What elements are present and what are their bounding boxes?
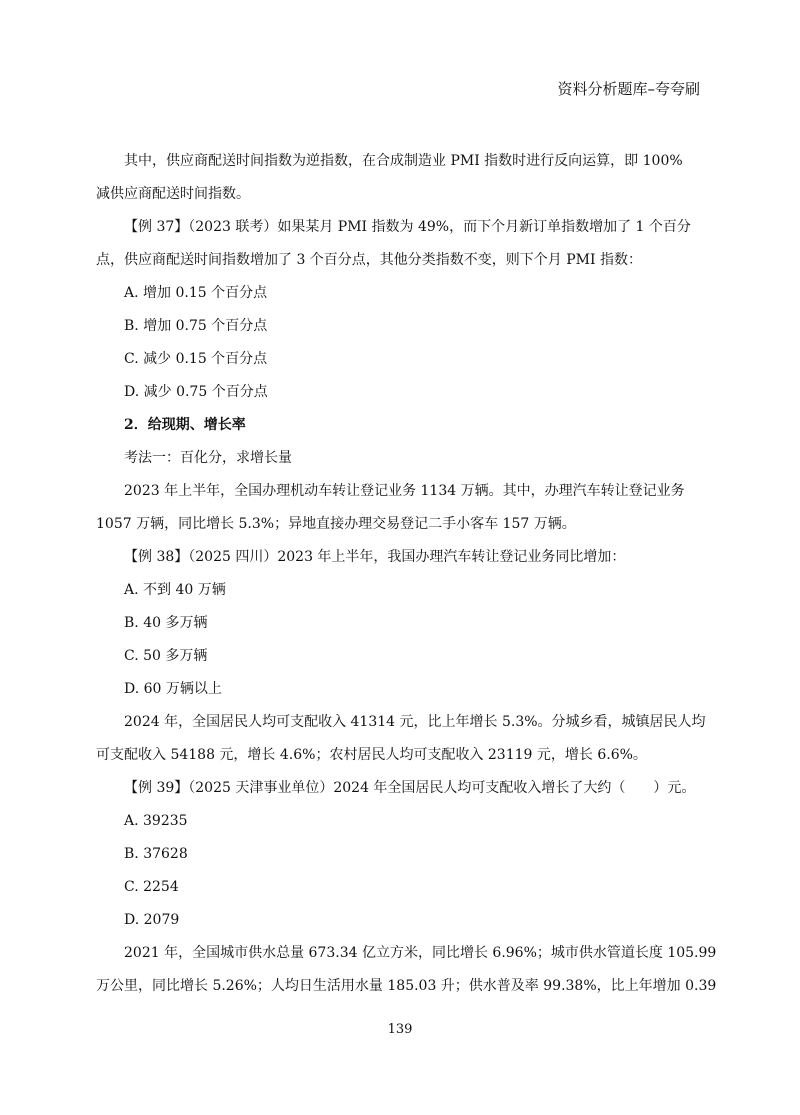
- text-line: 【例 39】（2025 天津事业单位）2024 年全国居民人均可支配收入增长了大约（ ）元。: [124, 780, 696, 796]
- text-line: 减供应商配送时间指数。: [96, 186, 250, 202]
- text-line: D. 2079: [124, 912, 180, 928]
- text-line: 其中，供应商配送时间指数为逆指数，在合成制造业 PMI 指数时进行反向运算，即 100%: [124, 153, 683, 169]
- text-line: 可支配收入 54188 元，增长 4.6%；农村居民人均可支配收入 23119 元，增长 6.6%。: [96, 747, 647, 763]
- section-heading: 2．给现期、增长率: [124, 417, 246, 433]
- text-line: D. 60 万辆以上: [124, 681, 222, 697]
- text-line: 【例 37】（2023 联考）如果某月 PMI 指数为 49%，而下个月新订单指数增加了 1 个百分: [124, 219, 691, 235]
- text-line: C. 2254: [124, 879, 179, 895]
- text-line: C. 减少 0.15 个百分点: [124, 351, 268, 367]
- text-line: 万公里，同比增长 5.26%；人均日生活用水量 185.03 升；供水普及率 99.38%，比上年增加 0.39: [96, 978, 717, 994]
- text-line: A. 39235: [124, 813, 188, 829]
- text-line: 2023 年上半年，全国办理机动车转让登记业务 1134 万辆。其中，办理汽车转让登记业务: [124, 483, 685, 499]
- text-line: B. 40 多万辆: [124, 615, 208, 631]
- text-line: 2024 年，全国居民人均可支配收入 41314 元，比上年增长 5.3%。分城乡看，城镇居民人均: [124, 714, 706, 730]
- running-header: 资料分析题库–夸夸刷: [557, 80, 700, 98]
- text-line: C. 50 多万辆: [124, 648, 208, 664]
- text-line: A. 增加 0.15 个百分点: [124, 285, 268, 301]
- text-line: 2021 年，全国城市供水总量 673.34 亿立方米，同比增长 6.96%；城市供水管道长度 105.99: [124, 945, 717, 961]
- page-number: 139: [387, 1022, 413, 1037]
- text-line: A. 不到 40 万辆: [124, 582, 226, 598]
- text-line: 考法一：百化分，求增长量: [124, 450, 292, 466]
- text-line: D. 减少 0.75 个百分点: [124, 384, 268, 400]
- page-body: [96, 145, 717, 1003]
- text-line: 【例 38】（2025 四川）2023 年上半年，我国办理汽车转让登记业务同比增加：: [124, 549, 626, 565]
- text-line: 点，供应商配送时间指数增加了 3 个百分点，其他分类指数不变，则下个月 PMI 指数：: [96, 252, 642, 268]
- text-line: 1057 万辆，同比增长 5.3%；异地直接办理交易登记二手小客车 157 万辆。: [96, 516, 576, 532]
- text-line: B. 37628: [124, 846, 188, 862]
- text-line: B. 增加 0.75 个百分点: [124, 318, 268, 334]
